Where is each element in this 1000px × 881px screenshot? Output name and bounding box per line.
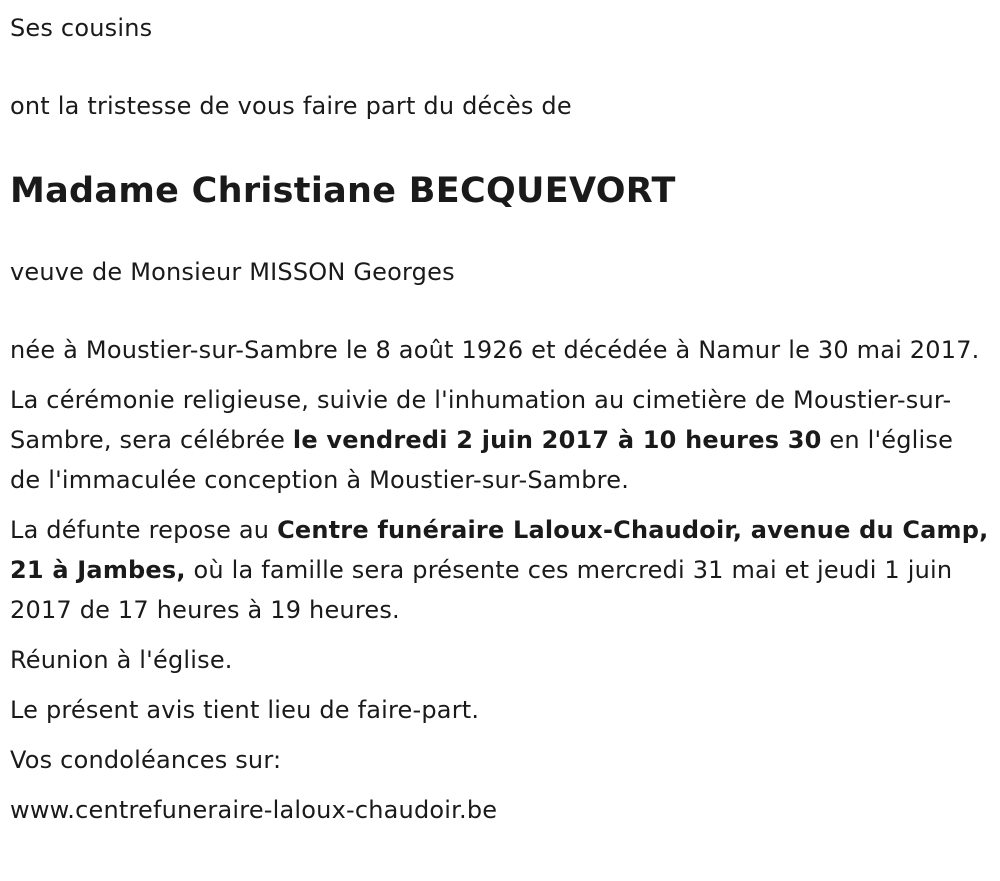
rest-after: où la famille sera présente ces mercredi 31 mai et jeudi 1 juin 2017 de 17 heures à 19 heures. (10, 556, 953, 624)
intro-text: Ses cousins (10, 14, 153, 42)
notice-text: Le présent avis tient lieu de faire-part. (10, 696, 480, 724)
meeting-text: Réunion à l'église. (10, 646, 233, 674)
condolences-label: Vos condoléances sur: (10, 746, 282, 774)
ceremony-text (10, 380, 990, 500)
widow-of-text: veuve de Monsieur MISSON Georges (10, 258, 455, 286)
ceremony-before: La cérémonie religieuse, suivie de l'inhumation au cimetière de Moustier-sur-Sambre, sera célébrée (10, 386, 952, 454)
deceased-name: Madame Christiane BECQUEVORT (10, 171, 676, 211)
birth-death-text: née à Moustier-sur-Sambre le 8 août 1926 et décédée à Namur le 30 mai 2017. (10, 336, 980, 364)
ceremony-date: le vendredi 2 juin 2017 à 10 heures 30 (292, 426, 822, 454)
rest-before: La défunte repose au (10, 516, 278, 544)
funeral-home-address: Centre funéraire Laloux-Chaudoir, avenue du Camp, 21 à Jambes, (10, 516, 989, 584)
ceremony-after: en l'église de l'immaculée conception à Moustier-sur-Sambre. (10, 426, 954, 494)
rest-text (10, 510, 990, 630)
website-text: www.centrefuneraire-laloux-chaudoir.be (10, 796, 498, 824)
announcement-text: ont la tristesse de vous faire part du décès de (10, 92, 572, 120)
